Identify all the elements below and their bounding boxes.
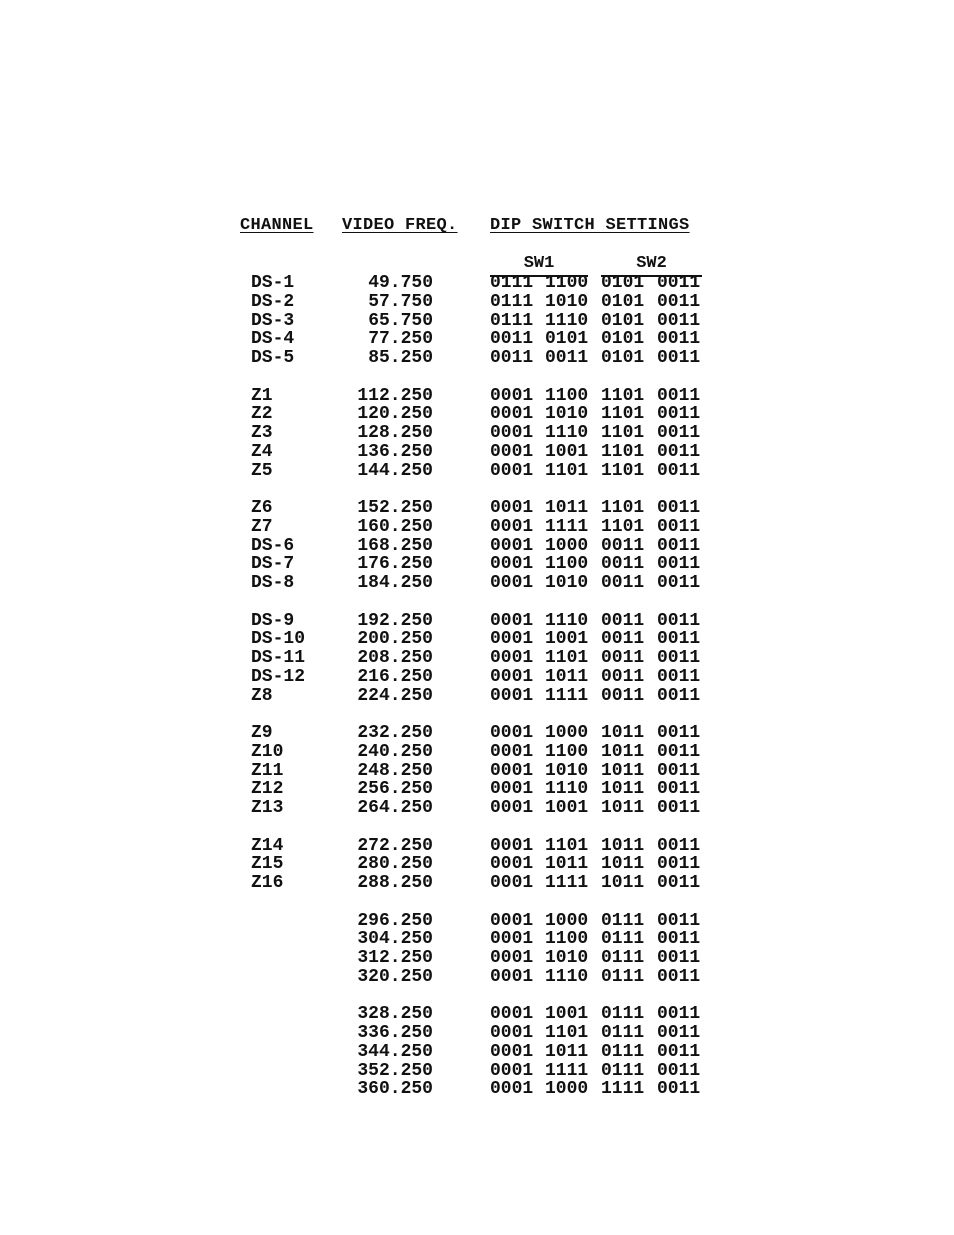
- sw2-bits-cell: 1101: [601, 423, 645, 443]
- table-row: [0, 330, 954, 349]
- table-row: [0, 949, 954, 968]
- sw1-bits-cell: 1001: [545, 1004, 589, 1025]
- sw1-bits-cell: 0001: [490, 779, 534, 800]
- video-freq-cell: 128.250: [357, 423, 433, 443]
- sw2-bits-cell: 0011: [657, 835, 701, 856]
- sw2-bits-cell: 0011: [657, 460, 701, 481]
- sw2-bits-cell: 1011: [601, 798, 645, 818]
- table-row: [0, 968, 954, 987]
- table-row: [0, 780, 954, 799]
- sw1-bits-cell: 1011: [545, 666, 589, 687]
- sw1-bits-cell: 0001: [490, 760, 534, 781]
- sw2-bits-cell: 0011: [657, 648, 701, 668]
- sw2-bits-cell: 0011: [601, 629, 645, 650]
- sw2-bits-cell: 0011: [657, 760, 701, 781]
- sw1-bits-cell: 0001: [490, 554, 534, 575]
- sw2-bits-cell: 0011: [657, 291, 701, 312]
- sw2-bits-cell: 0011: [657, 554, 701, 575]
- sw1-bits-cell: 0001: [490, 423, 534, 443]
- sw2-bits-cell: 0011: [657, 910, 701, 931]
- channel-cell: Z8: [251, 685, 273, 706]
- sw1-bits-cell: 1000: [545, 535, 589, 556]
- channel-cell: Z9: [251, 723, 273, 743]
- video-freq-cell: 85.250: [368, 348, 433, 368]
- sw1-bits-cell: 1110: [545, 423, 589, 443]
- sw1-bits-cell: 0001: [490, 966, 534, 987]
- channel-cell: DS-3: [251, 310, 295, 331]
- sw1-bits-cell: 1000: [545, 1079, 589, 1100]
- table-row: [0, 630, 954, 649]
- sw1-bits-cell: 0111: [490, 273, 534, 293]
- sw1-bits-cell: 1101: [545, 648, 589, 668]
- video-freq-cell: 208.250: [357, 648, 433, 668]
- sw2-bits-cell: 0011: [657, 535, 701, 556]
- sw1-bits-cell: 0001: [490, 404, 534, 425]
- video-freq-cell: 360.250: [357, 1079, 433, 1100]
- sw2-bits-cell: 1011: [601, 835, 645, 856]
- table-row: [0, 724, 954, 743]
- sw1-bits-cell: 1110: [545, 310, 589, 331]
- sw1-bits-cell: 0001: [490, 1079, 534, 1100]
- sw2-bits-cell: 1011: [601, 760, 645, 781]
- sw2-bits-cell: 0011: [657, 798, 701, 818]
- video-freq-cell: 256.250: [357, 779, 433, 800]
- video-freq-cell: 328.250: [357, 1004, 433, 1025]
- channel-cell: DS-5: [251, 348, 295, 368]
- sw1-bits-cell: 0111: [490, 291, 534, 312]
- sw1-bits-cell: 0111: [490, 310, 534, 331]
- sw1-bits-cell: 1100: [545, 554, 589, 575]
- sw1-bits-cell: 0001: [490, 873, 534, 893]
- table-row: [0, 293, 954, 312]
- sw2-bits-cell: 0111: [601, 929, 645, 950]
- sw2-bits-cell: 1011: [601, 779, 645, 800]
- sw1-bits-cell: 1111: [545, 873, 589, 893]
- table-row: [0, 443, 954, 462]
- sw2-bits-cell: 0101: [601, 348, 645, 368]
- sw1-bits-cell: 1100: [545, 741, 589, 762]
- table-row: [0, 1080, 954, 1099]
- channel-cell: DS-1: [251, 273, 295, 293]
- sw2-bits-cell: 0011: [601, 535, 645, 556]
- table-row: [0, 762, 954, 781]
- sw2-bits-cell: 0011: [657, 966, 701, 987]
- sw1-bits-cell: 1010: [545, 404, 589, 425]
- sw2-bits-cell: 0011: [657, 854, 701, 875]
- video-freq-cell: 136.250: [357, 441, 433, 462]
- video-freq-cell: 176.250: [357, 554, 433, 575]
- sw2-bits-cell: 0011: [657, 498, 701, 518]
- sw2-bits-cell: 0011: [657, 873, 701, 893]
- video-freq-cell: 288.250: [357, 873, 433, 893]
- sw2-bits-cell: 0011: [657, 779, 701, 800]
- sw1-bits-cell: 0001: [490, 1023, 534, 1043]
- sw2-bits-cell: 0011: [657, 1023, 701, 1043]
- table-row: [0, 743, 954, 762]
- sw1-bits-cell: 0001: [490, 629, 534, 650]
- video-freq-cell: 296.250: [357, 910, 433, 931]
- video-freq-cell: 120.250: [357, 404, 433, 425]
- table-row: [0, 574, 954, 593]
- sw1-bits-cell: 0001: [490, 929, 534, 950]
- sw1-bits-cell: 1000: [545, 910, 589, 931]
- table-row: [0, 349, 954, 368]
- sw1-bits-cell: 0001: [490, 685, 534, 706]
- table-row: [0, 537, 954, 556]
- sw1-subheader: SW1: [490, 255, 588, 277]
- sw2-bits-cell: 0011: [601, 573, 645, 593]
- video-freq-cell: 344.250: [357, 1041, 433, 1062]
- sw1-bits-cell: 0001: [490, 798, 534, 818]
- sw1-bits-cell: 1010: [545, 291, 589, 312]
- channel-cell: DS-8: [251, 573, 295, 593]
- sw2-bits-cell: 0011: [601, 666, 645, 687]
- video-freq-cell: 280.250: [357, 854, 433, 875]
- sw1-bits-cell: 1111: [545, 516, 589, 537]
- sw2-bits-cell: 0011: [657, 610, 701, 631]
- sw1-bits-cell: 1001: [545, 441, 589, 462]
- video-freq-cell: 168.250: [357, 535, 433, 556]
- sw2-bits-cell: 1101: [601, 441, 645, 462]
- sw2-bits-cell: 0011: [657, 948, 701, 968]
- sw1-bits-cell: 1100: [545, 385, 589, 406]
- table-row: [0, 855, 954, 874]
- sw1-bits-cell: 0001: [490, 741, 534, 762]
- sw2-bits-cell: 0101: [601, 291, 645, 312]
- sw2-bits-cell: 0011: [657, 1004, 701, 1025]
- sw2-bits-cell: 0011: [657, 423, 701, 443]
- sw2-bits-cell: 1011: [601, 873, 645, 893]
- sw2-bits-cell: 1101: [601, 460, 645, 481]
- sw2-bits-cell: 0101: [601, 273, 645, 293]
- sw1-bits-cell: 0001: [490, 460, 534, 481]
- sw2-bits-cell: 1101: [601, 498, 645, 518]
- sw2-bits-cell: 0111: [601, 910, 645, 931]
- video-freq-cell: 352.250: [357, 1060, 433, 1081]
- channel-cell: Z4: [251, 441, 273, 462]
- table-row: [0, 1043, 954, 1062]
- table-row: [0, 424, 954, 443]
- sw2-bits-cell: 0111: [601, 1023, 645, 1043]
- channel-cell: Z3: [251, 423, 273, 443]
- sw1-bits-cell: 1001: [545, 629, 589, 650]
- sw1-bits-cell: 0001: [490, 723, 534, 743]
- channel-cell: DS-2: [251, 291, 295, 312]
- sw1-bits-cell: 0011: [545, 348, 589, 368]
- sw1-bits-cell: 0001: [490, 516, 534, 537]
- channel-cell: DS-4: [251, 329, 295, 350]
- table-row: [0, 1024, 954, 1043]
- sw1-bits-cell: 1001: [545, 798, 589, 818]
- video-freq-cell: 112.250: [357, 385, 433, 406]
- sw1-bits-cell: 0001: [490, 385, 534, 406]
- table-row: [0, 1062, 954, 1081]
- video-freq-cell: 224.250: [357, 685, 433, 706]
- sw1-bits-cell: 0001: [490, 1004, 534, 1025]
- video-freq-cell: 152.250: [357, 498, 433, 518]
- sw2-subheader: SW2: [601, 255, 702, 277]
- video-freq-cell: 192.250: [357, 610, 433, 631]
- sw1-bits-cell: 1100: [545, 929, 589, 950]
- table-row: [0, 555, 954, 574]
- sw2-bits-cell: 0011: [657, 723, 701, 743]
- video-freq-cell: 49.750: [368, 273, 433, 293]
- video-freq-cell: 65.750: [368, 310, 433, 331]
- table-row: [0, 874, 954, 893]
- video-freq-cell: 77.250: [368, 329, 433, 350]
- sw1-bits-cell: 0001: [490, 573, 534, 593]
- sw2-bits-cell: 0011: [601, 554, 645, 575]
- channel-cell: Z7: [251, 516, 273, 537]
- sw1-bits-cell: 1101: [545, 1023, 589, 1043]
- sw2-bits-cell: 0101: [601, 310, 645, 331]
- sw2-bits-cell: 0011: [657, 929, 701, 950]
- channel-cell: Z15: [251, 854, 284, 875]
- video-freq-cell: 304.250: [357, 929, 433, 950]
- sw2-bits-cell: 0011: [657, 741, 701, 762]
- sw1-bits-cell: 1011: [545, 854, 589, 875]
- video-freq-cell: 160.250: [357, 516, 433, 537]
- sw1-bits-cell: 0001: [490, 948, 534, 968]
- table-row: [0, 612, 954, 631]
- sw1-bits-cell: 0001: [490, 835, 534, 856]
- sw2-bits-cell: 1011: [601, 854, 645, 875]
- sw1-bits-cell: 1101: [545, 835, 589, 856]
- sw1-bits-cell: 0001: [490, 910, 534, 931]
- channel-cell: DS-11: [251, 648, 306, 668]
- sw2-bits-cell: 0011: [657, 629, 701, 650]
- sw2-bits-cell: 0011: [657, 348, 701, 368]
- channel-cell: DS-9: [251, 610, 295, 631]
- sw2-bits-cell: 0011: [601, 648, 645, 668]
- sw2-bits-cell: 0011: [657, 1041, 701, 1062]
- sw2-bits-cell: 0101: [601, 329, 645, 350]
- sw1-bits-cell: 0001: [490, 1041, 534, 1062]
- table-row: [0, 649, 954, 668]
- channel-cell: Z1: [251, 385, 273, 406]
- sw1-bits-cell: 1010: [545, 760, 589, 781]
- sw2-bits-cell: 0011: [657, 1060, 701, 1081]
- sw2-bits-cell: 0011: [657, 329, 701, 350]
- sw1-bits-cell: 0001: [490, 1060, 534, 1081]
- sw1-bits-cell: 1111: [545, 685, 589, 706]
- sw2-bits-cell: 0011: [657, 441, 701, 462]
- video-freq-cell: 248.250: [357, 760, 433, 781]
- channel-cell: Z2: [251, 404, 273, 425]
- video-freq-cell: 336.250: [357, 1023, 433, 1043]
- video-freq-cell: 320.250: [357, 966, 433, 987]
- sw1-bits-cell: 0001: [490, 535, 534, 556]
- dip-switch-settings-header: DIP SWITCH SETTINGS: [490, 216, 690, 235]
- video-freq-cell: 57.750: [368, 291, 433, 312]
- channel-cell: Z6: [251, 498, 273, 518]
- sw1-bits-cell: 1110: [545, 779, 589, 800]
- video-freq-column-header: VIDEO FREQ.: [342, 216, 458, 235]
- sw1-bits-cell: 0001: [490, 498, 534, 518]
- table-row: [0, 387, 954, 406]
- channel-cell: Z12: [251, 779, 284, 800]
- table-row: [0, 668, 954, 687]
- sw1-bits-cell: 1110: [545, 610, 589, 631]
- video-freq-cell: 200.250: [357, 629, 433, 650]
- channel-cell: DS-7: [251, 554, 295, 575]
- video-freq-cell: 264.250: [357, 798, 433, 818]
- video-freq-cell: 240.250: [357, 741, 433, 762]
- table-row: [0, 499, 954, 518]
- table-row: [0, 312, 954, 331]
- sw1-bits-cell: 1100: [545, 273, 589, 293]
- sw1-bits-cell: 0001: [490, 854, 534, 875]
- channel-column-header: CHANNEL: [240, 216, 314, 235]
- sw2-bits-cell: 1111: [601, 1079, 645, 1100]
- video-freq-cell: 272.250: [357, 835, 433, 856]
- sw2-bits-cell: 1101: [601, 385, 645, 406]
- table-row: [0, 462, 954, 481]
- sw2-bits-cell: 1101: [601, 404, 645, 425]
- sw2-bits-cell: 0111: [601, 948, 645, 968]
- table-row: [0, 912, 954, 931]
- video-freq-cell: 216.250: [357, 666, 433, 687]
- sw2-bits-cell: 0011: [657, 310, 701, 331]
- sw1-bits-cell: 0011: [490, 329, 534, 350]
- channel-cell: Z14: [251, 835, 284, 856]
- sw2-bits-cell: 0111: [601, 1060, 645, 1081]
- sw2-bits-cell: 1101: [601, 516, 645, 537]
- table-row: [0, 687, 954, 706]
- sw2-bits-cell: 0011: [657, 404, 701, 425]
- channel-cell: DS-12: [251, 666, 306, 687]
- sw1-bits-cell: 1011: [545, 1041, 589, 1062]
- sw2-bits-cell: 0011: [657, 1079, 701, 1100]
- channel-cell: Z13: [251, 798, 284, 818]
- video-freq-cell: 312.250: [357, 948, 433, 968]
- sw1-bits-cell: 1010: [545, 948, 589, 968]
- channel-cell: DS-6: [251, 535, 295, 556]
- sw2-bits-cell: 0011: [657, 516, 701, 537]
- channel-cell: DS-10: [251, 629, 306, 650]
- sw2-bits-cell: 0011: [657, 666, 701, 687]
- sw2-bits-cell: 0011: [601, 610, 645, 631]
- sw1-bits-cell: 0001: [490, 441, 534, 462]
- sw1-bits-cell: 1101: [545, 460, 589, 481]
- sw2-bits-cell: 0011: [657, 573, 701, 593]
- table-row: [0, 274, 954, 293]
- sw1-bits-cell: 1111: [545, 1060, 589, 1081]
- channel-cell: Z11: [251, 760, 284, 781]
- table-row: [0, 405, 954, 424]
- sw2-bits-cell: 0011: [657, 385, 701, 406]
- video-freq-cell: 232.250: [357, 723, 433, 743]
- sw1-bits-cell: 0001: [490, 648, 534, 668]
- sw2-bits-cell: 0011: [657, 685, 701, 706]
- table-row: [0, 799, 954, 818]
- video-freq-cell: 184.250: [357, 573, 433, 593]
- sw2-bits-cell: 0111: [601, 1004, 645, 1025]
- sw2-bits-cell: 1011: [601, 723, 645, 743]
- channel-cell: Z16: [251, 873, 284, 893]
- channel-cell: Z10: [251, 741, 284, 762]
- sw1-bits-cell: 1010: [545, 573, 589, 593]
- video-freq-cell: 144.250: [357, 460, 433, 481]
- sw2-bits-cell: 0011: [601, 685, 645, 706]
- sw1-bits-cell: 1000: [545, 723, 589, 743]
- sw2-bits-cell: 0111: [601, 966, 645, 987]
- channel-cell: Z5: [251, 460, 273, 481]
- sw1-bits-cell: 1110: [545, 966, 589, 987]
- table-row: [0, 837, 954, 856]
- table-row: [0, 1005, 954, 1024]
- sw2-bits-cell: 0111: [601, 1041, 645, 1062]
- sw1-bits-cell: 1011: [545, 498, 589, 518]
- table-row: [0, 930, 954, 949]
- sw2-bits-cell: 0011: [657, 273, 701, 293]
- sw1-bits-cell: 0001: [490, 610, 534, 631]
- sw1-bits-cell: 0011: [490, 348, 534, 368]
- sw1-bits-cell: 0001: [490, 666, 534, 687]
- sw1-bits-cell: 0101: [545, 329, 589, 350]
- table-row: [0, 518, 954, 537]
- sw2-bits-cell: 1011: [601, 741, 645, 762]
